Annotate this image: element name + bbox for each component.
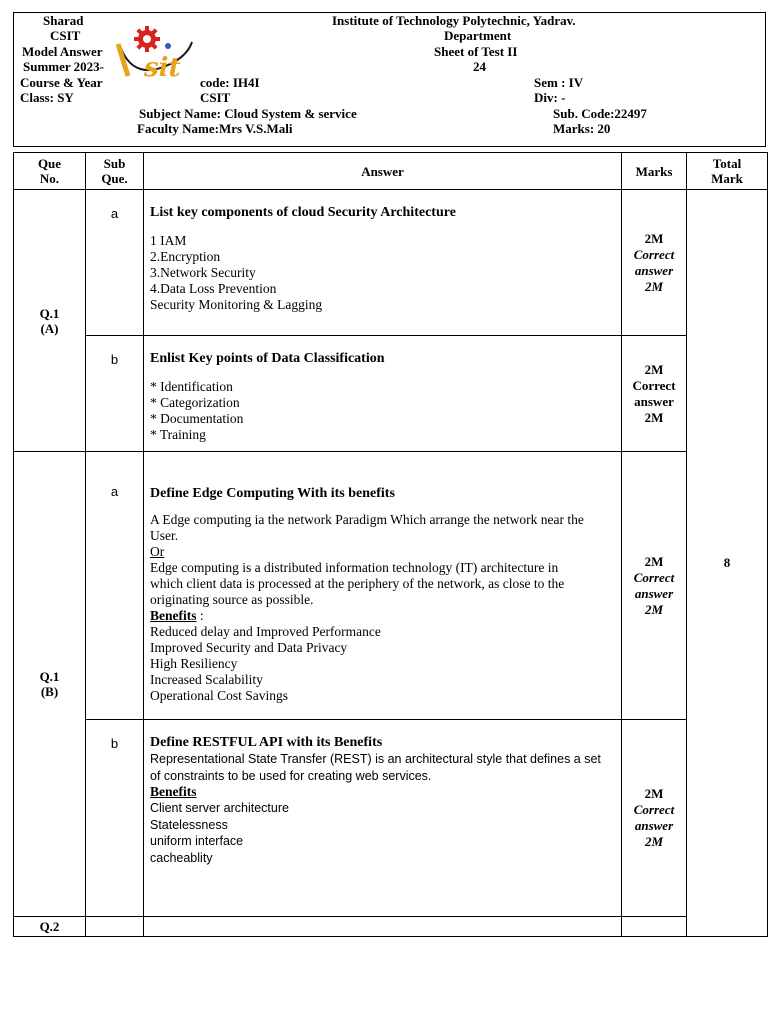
answer-line: Representational State Transfer (REST) is an architectural style that defines a set [150, 752, 601, 766]
header-answer: Answer [144, 153, 622, 190]
marks-cell: 2M Correct answer 2M [622, 190, 687, 336]
header-marks: Marks [622, 153, 687, 190]
answer-line: 1 IAM [150, 233, 187, 248]
faculty-name: Faculty Name:Mrs V.S.Mali [137, 121, 293, 136]
department-label: Department [444, 28, 512, 43]
institute-name: Institute of Technology Polytechnic, Yadrav. [332, 13, 576, 28]
answer-line: 2.Encryption [150, 249, 221, 264]
header-left-6: Class: SY [20, 90, 74, 105]
header-left-3: Model Answer [22, 44, 103, 59]
answer-table [13, 152, 768, 937]
total-marks: Marks: 20 [553, 121, 611, 136]
answer-line: User. [150, 528, 179, 543]
subject-code: Sub. Code:22497 [553, 106, 647, 121]
benefit-item: Reduced delay and Improved Performance [150, 624, 381, 639]
course-code: code: IH4I [200, 75, 260, 90]
benefit-item: cacheablity [150, 850, 213, 865]
marks-cell [622, 917, 687, 937]
marks-cell: 2M Correct answer 2M [622, 720, 687, 917]
question-title: List key components of cloud Security Architecture [150, 205, 456, 220]
answer-line: Edge computing is a distributed information technology (IT) architecture in [150, 560, 559, 575]
answer-cell [144, 336, 622, 452]
benefit-item: Improved Security and Data Privacy [150, 640, 348, 655]
year-label: 24 [473, 59, 486, 74]
marks-cell: 2M Correct answer 2M [622, 452, 687, 720]
benefit-item: Operational Cost Savings [150, 688, 288, 703]
header-que-no: Que No. [14, 153, 86, 190]
table-header-row [14, 153, 768, 190]
sheet-label: Sheet of Test II [434, 44, 518, 59]
header-left-4: Summer 2023- [23, 59, 105, 74]
answer-line: A Edge computing ia the network Paradigm Which arrange the network near the [150, 512, 584, 527]
subject-name: Subject Name: Cloud System & service [139, 106, 357, 121]
answer-line: Security Monitoring & Lagging [150, 297, 323, 312]
sub-que [86, 917, 144, 937]
answer-cell [144, 917, 622, 937]
answer-line: * Identification [150, 379, 233, 394]
institute-logo [114, 24, 198, 84]
sub-que: a [86, 190, 144, 336]
benefit-item: uniform interface [150, 834, 244, 848]
sub-que: b [86, 336, 144, 452]
marks-cell: 2M Correct answer 2M [622, 336, 687, 452]
answer-line: of constraints to be used for creating web services. [150, 768, 432, 783]
benefit-item: Client server architecture [150, 801, 289, 815]
answer-line: which client data is processed at the periphery of the network, as close to the [150, 576, 565, 591]
question-title: Define RESTFUL API with its Benefits [150, 735, 383, 750]
benefit-item: Increased Scalability [150, 672, 263, 687]
answer-cell [144, 720, 622, 917]
answer-line: originating source as possible. [150, 592, 314, 607]
table-row [14, 720, 768, 917]
table-row [14, 917, 768, 937]
sub-que: b [86, 720, 144, 917]
answer-cell [144, 452, 622, 720]
qno-q1a: Q.1 (A) [14, 190, 86, 452]
answer-line: 3.Network Security [150, 265, 256, 280]
division: Div: - [534, 90, 566, 105]
benefit-item: High Resiliency [150, 656, 238, 671]
header-left-5: Course & Year [20, 75, 103, 90]
question-title: Enlist Key points of Data Classification [150, 351, 385, 366]
answer-line: * Training [150, 427, 206, 442]
qno-q1b: Q.1 (B) [14, 452, 86, 917]
header-left-2: CSIT [50, 28, 81, 43]
benefits-heading: Benefits [150, 784, 197, 799]
table-row [14, 336, 768, 452]
answer-line: * Documentation [150, 411, 244, 426]
question-title: Define Edge Computing With its benefits [150, 486, 395, 501]
sub-que: a [86, 452, 144, 720]
table-row [14, 190, 768, 336]
svg-text:sit: sit [144, 53, 181, 83]
total-mark-cell: 8 [687, 190, 768, 937]
table-row [14, 452, 768, 720]
answer-cell [144, 190, 622, 336]
semester: Sem : IV [534, 75, 584, 90]
header-sub-que: Sub Que. [86, 153, 144, 190]
qno-q2: Q.2 [14, 917, 86, 937]
or-label: Or [150, 544, 165, 559]
course-csit: CSIT [200, 90, 231, 105]
answer-line: * Categorization [150, 395, 240, 410]
answer-line: 4.Data Loss Prevention [150, 281, 277, 296]
header-left-1: Sharad [43, 13, 84, 28]
header-total: Total Mark [687, 153, 768, 190]
benefit-item: Statelessness [150, 817, 228, 832]
benefits-heading: Benefits : [150, 608, 204, 623]
